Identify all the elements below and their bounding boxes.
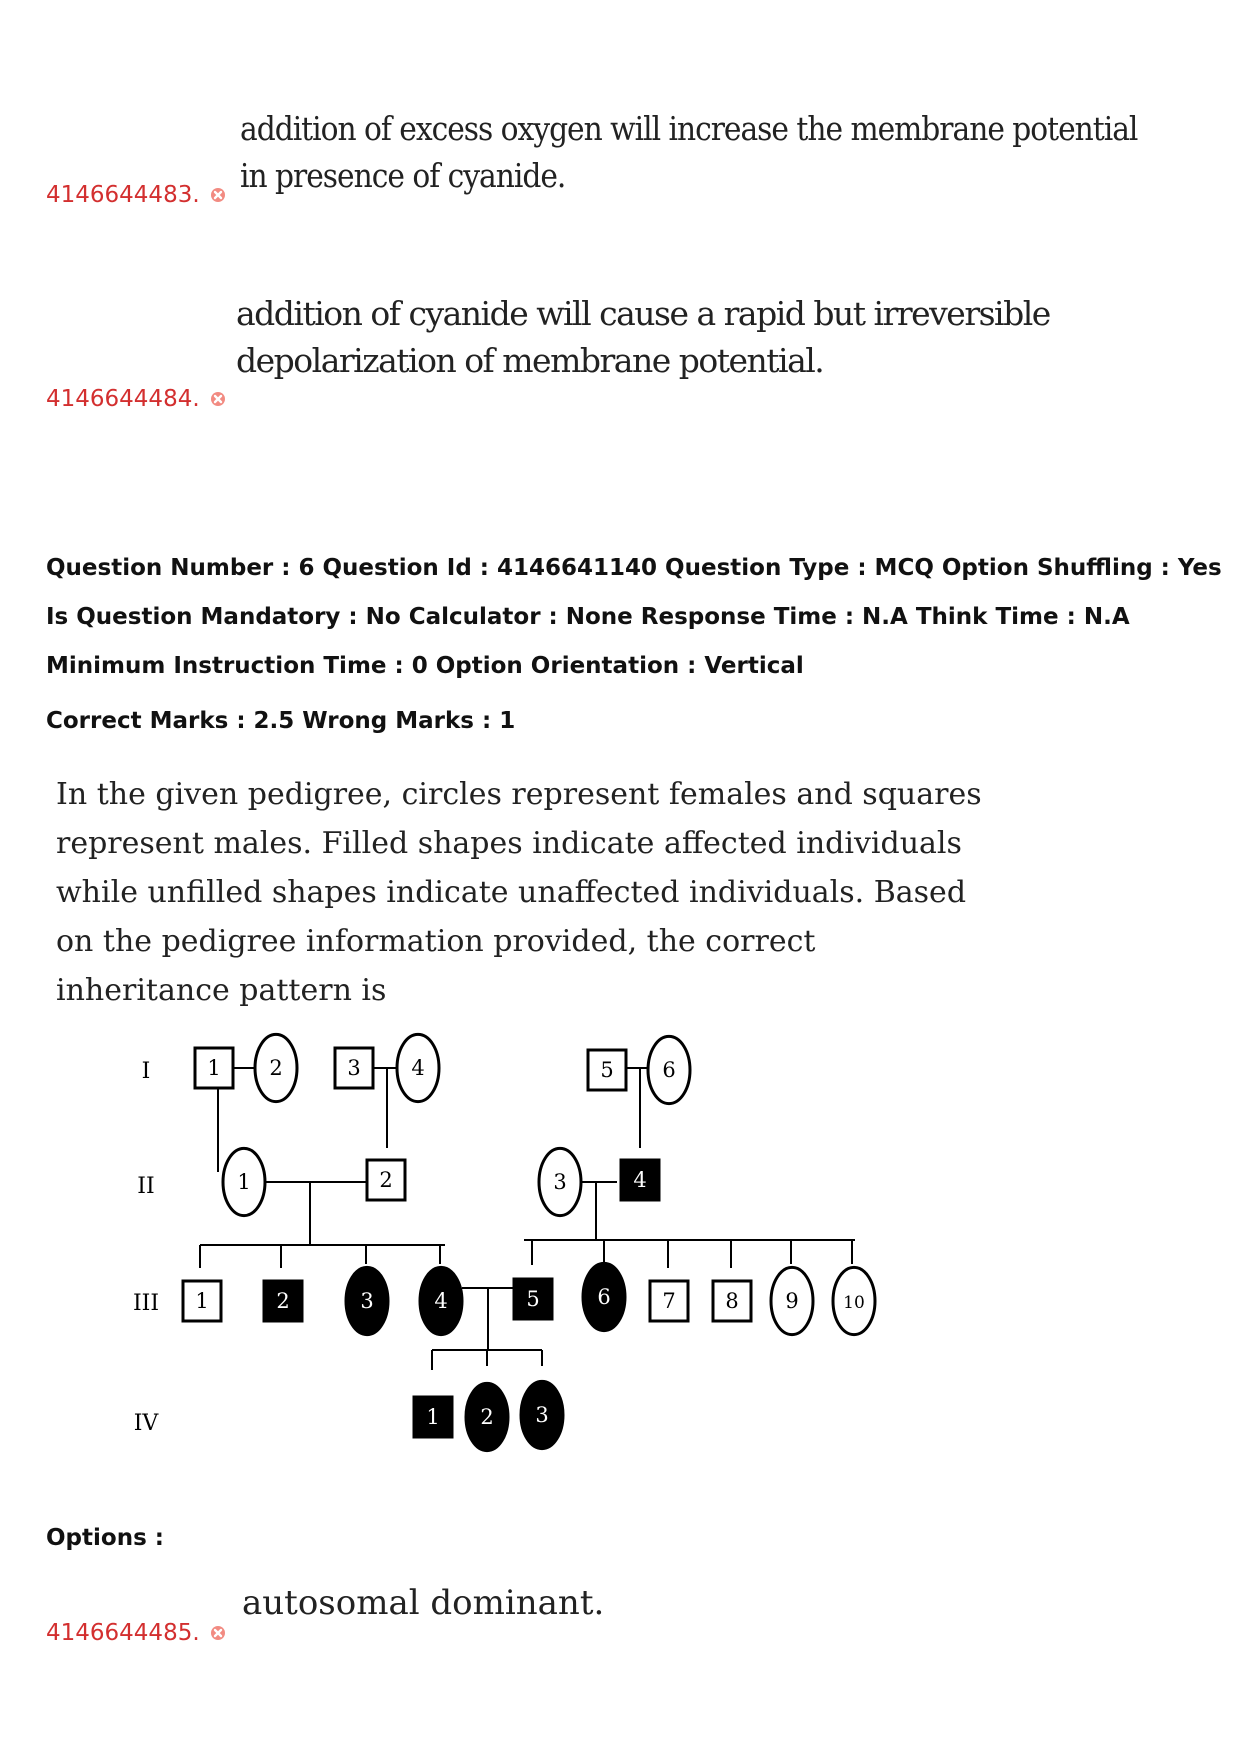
options-label: Options : xyxy=(46,1525,164,1551)
wrong-mark-icon xyxy=(210,1625,226,1641)
pedigree-gen1-label-6: 6 xyxy=(662,1058,676,1082)
pedigree-gen1-label-2: 2 xyxy=(269,1056,283,1080)
option-id-4146644485 xyxy=(46,1620,226,1646)
pedigree-gen3-label-6: 6 xyxy=(597,1285,611,1309)
pedigree-lines xyxy=(200,1068,855,1370)
option-id-4146644483 xyxy=(46,182,226,208)
question-meta: Question Number : 6 Question Id : 4146641140 Question Type : MCQ Option Shuffling : Yes Is Question Mandatory : No Calculator : None Response Time : N.A Think Time : N.A Minimum Instruction Time : 0 Option Orientation : Vertical xyxy=(46,555,1222,679)
wrong-mark-icon xyxy=(210,391,226,407)
pedigree-gen2-label-4: 4 xyxy=(633,1168,647,1192)
pedigree-gen4-label-3: 3 xyxy=(535,1403,549,1427)
pedigree-gen3-label-3: 3 xyxy=(360,1289,374,1313)
pedigree-gen2-label-3: 3 xyxy=(553,1170,567,1194)
pedigree-chart xyxy=(0,1020,1240,1480)
question-stem: In the given pedigree, circles represent females and squares represent males. Filled shapes indicate affected individuals while unfilled shapes indicate unaffected individuals. Based on the pedigree information provided, the correct inheritance pattern is xyxy=(56,777,982,1008)
pedigree-gen1-label-5: 5 xyxy=(600,1058,614,1082)
pedigree-gen3-label-2: 2 xyxy=(276,1289,290,1313)
generation-label-IV: IV xyxy=(133,1411,159,1436)
pedigree-gen4-label-2: 2 xyxy=(480,1405,494,1429)
pedigree-generation-labels xyxy=(133,1059,159,1436)
wrong-mark-icon xyxy=(210,187,226,203)
pedigree-gen3-label-4: 4 xyxy=(434,1289,448,1313)
pedigree-individuals xyxy=(183,1034,875,1450)
pedigree-gen3-label-1: 1 xyxy=(195,1289,209,1313)
pedigree-gen3-label-7: 7 xyxy=(662,1289,676,1313)
pedigree-gen3-label-9: 9 xyxy=(785,1289,799,1313)
option-id-label: 4146644485. xyxy=(46,1620,200,1646)
pedigree-gen1-label-3: 3 xyxy=(347,1056,361,1080)
pedigree-gen3-label-8: 8 xyxy=(725,1289,739,1313)
pedigree-gen2-label-2: 2 xyxy=(379,1168,393,1192)
option-text-4146644484: addition of cyanide will cause a rapid but irreversible depolarization of membrane potential. xyxy=(236,294,1050,380)
option-id-label: 4146644483. xyxy=(46,182,200,208)
pedigree-gen4-label-1: 1 xyxy=(426,1405,440,1429)
question-marks: Correct Marks : 2.5 Wrong Marks : 1 xyxy=(46,708,516,734)
pedigree-gen3-label-5: 5 xyxy=(526,1287,540,1311)
pedigree-gen1-label-1: 1 xyxy=(207,1056,221,1080)
generation-label-III: III xyxy=(132,1291,160,1316)
option-text-4146644485: autosomal dominant. xyxy=(242,1583,605,1623)
generation-label-I: I xyxy=(141,1059,151,1084)
option-text-4146644483: addition of excess oxygen will increase the membrane potential in presence of cyanide. xyxy=(240,109,1138,195)
pedigree-gen2-label-1: 1 xyxy=(237,1170,251,1194)
generation-label-II: II xyxy=(137,1174,155,1199)
option-id-4146644484 xyxy=(46,386,226,412)
pedigree-gen1-label-4: 4 xyxy=(411,1056,425,1080)
option-id-label: 4146644484. xyxy=(46,386,200,412)
pedigree-gen3-label-10: 10 xyxy=(843,1293,865,1313)
